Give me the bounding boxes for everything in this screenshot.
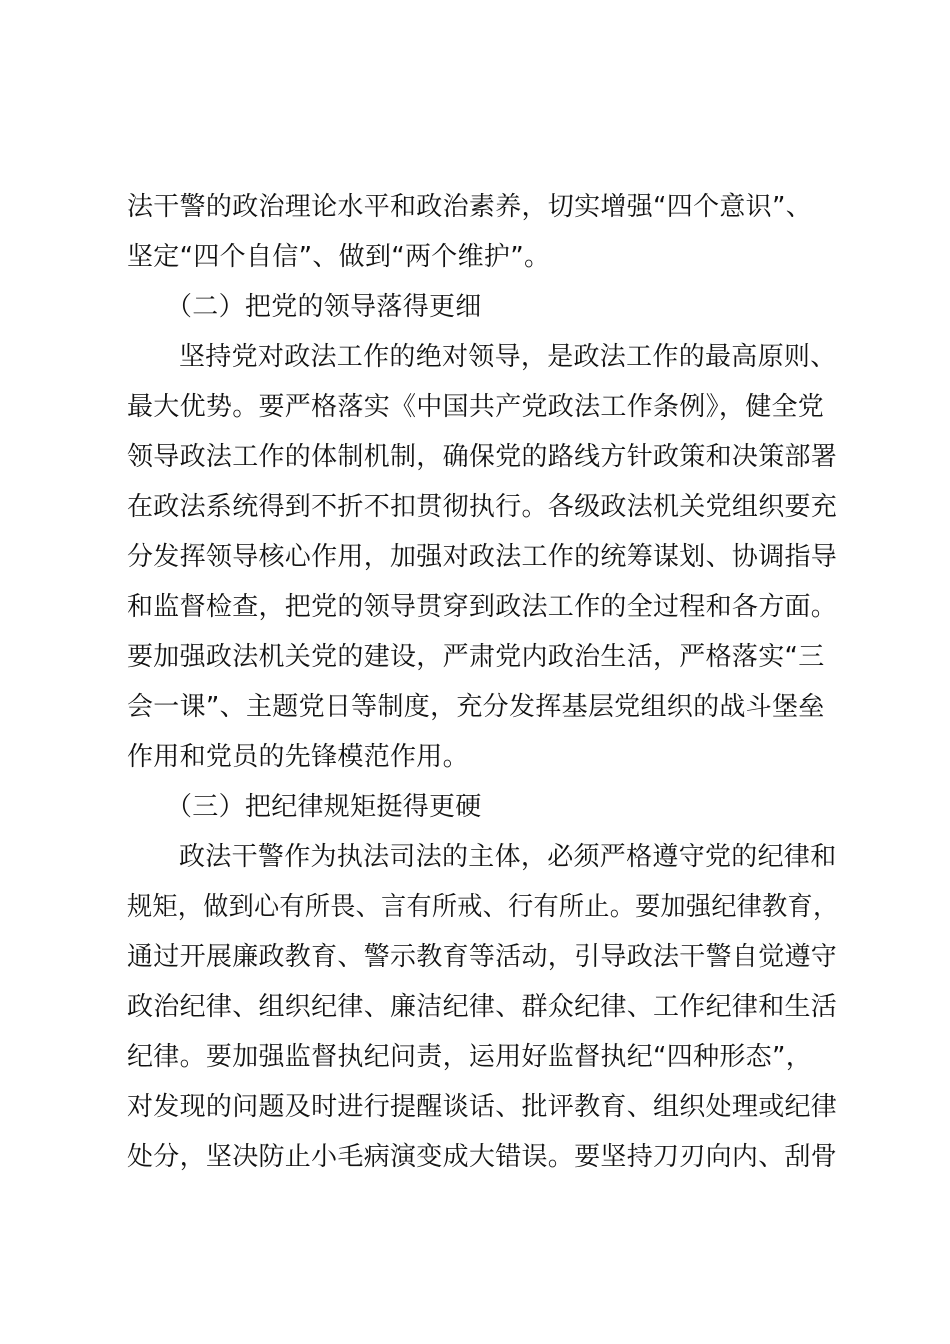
body-text-line: 政治纪律、组织纪律、廉洁纪律、群众纪律、工作纪律和生活 <box>127 992 838 1022</box>
body-text-line: 在政法系统得到不折不扣贯彻执行。各级政法机关党组织要充 <box>127 492 838 522</box>
section-heading: （二）把党的领导落得更细 <box>166 292 482 322</box>
body-text-line: 对发现的问题及时进行提醒谈话、批评教育、组织处理或纪律 <box>127 1092 838 1122</box>
body-text-line: 会一课”、主题党日等制度，充分发挥基层党组织的战斗堡垒 <box>127 692 825 722</box>
body-text-line: 通过开展廉政教育、警示教育等活动，引导政法干警自觉遵守 <box>127 942 838 972</box>
body-text-line: 规矩，做到心有所畏、言有所戒、行有所止。要加强纪律教育， <box>127 892 839 922</box>
body-text-line: 政法干警作为执法司法的主体，必须严格遵守党的纪律和 <box>179 842 837 872</box>
body-text-line: 最大优势。要严格落实《中国共产党政法工作条例》，健全党 <box>127 392 825 422</box>
body-text-line: 领导政法工作的体制机制，确保党的路线方针政策和决策部署 <box>127 442 838 472</box>
body-text-line: 纪律。要加强监督执纪问责，运用好监督执纪“四种形态”， <box>127 1042 813 1072</box>
section-heading: （三）把纪律规矩挺得更硬 <box>166 792 482 822</box>
body-text-line: 法干警的政治理论水平和政治素养，切实增强“四个意识”、 <box>127 192 813 222</box>
body-text-line: 作用和党员的先锋模范作用。 <box>127 742 469 772</box>
body-text-line: 处分，坚决防止小毛病演变成大错误。要坚持刀刃向内、刮骨 <box>127 1142 838 1172</box>
body-text-line: 分发挥领导核心作用，加强对政法工作的统筹谋划、协调指导 <box>127 542 838 572</box>
body-text-line: 要加强政法机关党的建设，严肃党内政治生活，严格落实“三 <box>127 642 825 672</box>
body-text-line: 和监督检查，把党的领导贯穿到政法工作的全过程和各方面。 <box>127 592 838 622</box>
body-text-line: 坚定“四个自信”、做到“两个维护”。 <box>127 242 551 272</box>
body-text-line: 坚持党对政法工作的绝对领导，是政法工作的最高原则、 <box>179 342 837 372</box>
